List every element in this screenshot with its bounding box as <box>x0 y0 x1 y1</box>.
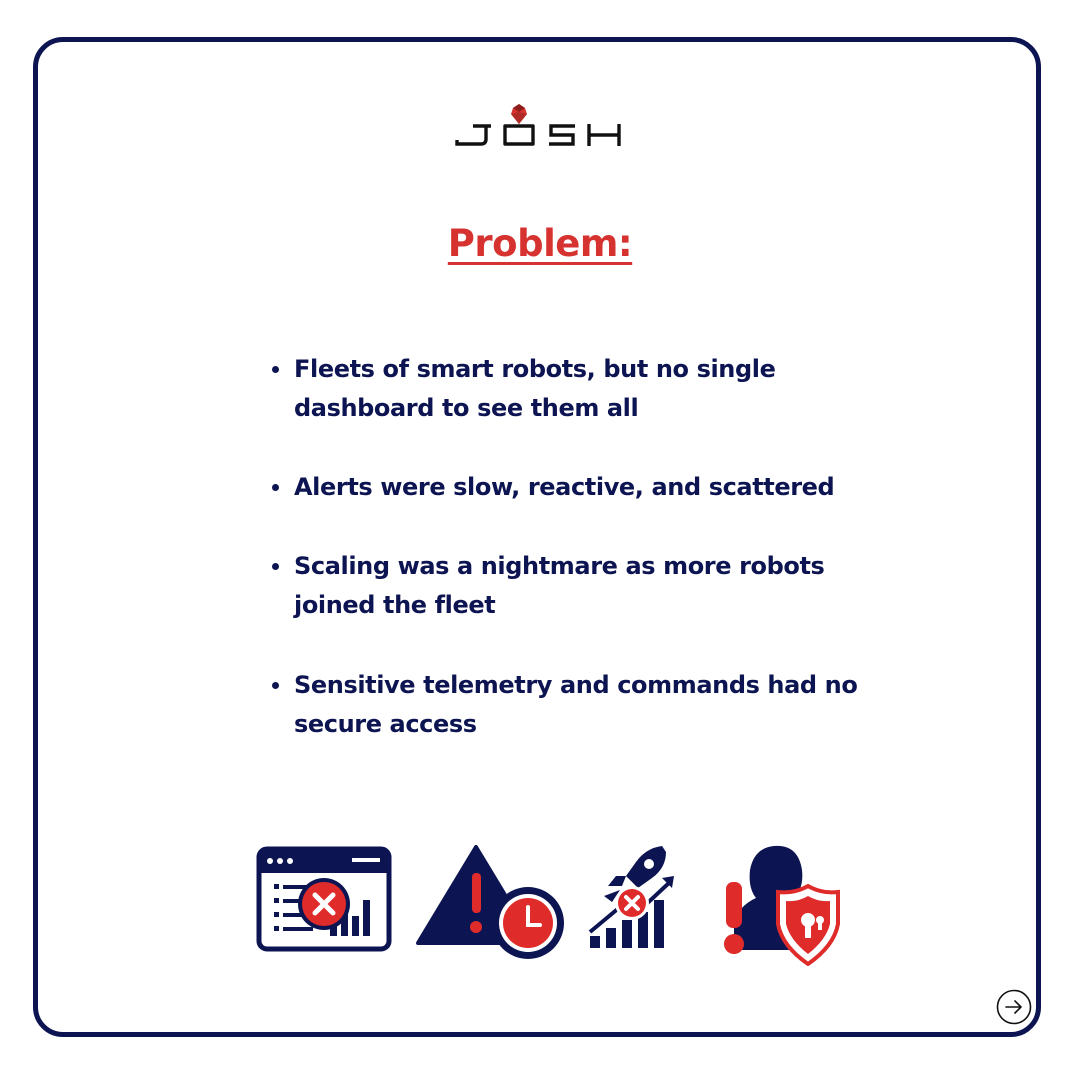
list-item: Alerts were slow, reactive, and scattered <box>294 468 884 507</box>
page-title: Problem: <box>447 222 633 265</box>
dashboard-error-icon <box>256 846 392 952</box>
josh-logo <box>455 104 625 148</box>
list-item: Scaling was a nightmare as more robots joined the fleet <box>294 547 884 625</box>
scaling-rocket-icon <box>586 844 682 952</box>
alert-clock-icon <box>416 843 566 961</box>
next-arrow-button[interactable] <box>996 989 1032 1025</box>
list-item: Fleets of smart robots, but no single dashboard to see them all <box>294 350 854 428</box>
security-user-shield-icon <box>714 840 842 966</box>
list-item: Sensitive telemetry and commands had no secure access <box>294 666 884 744</box>
